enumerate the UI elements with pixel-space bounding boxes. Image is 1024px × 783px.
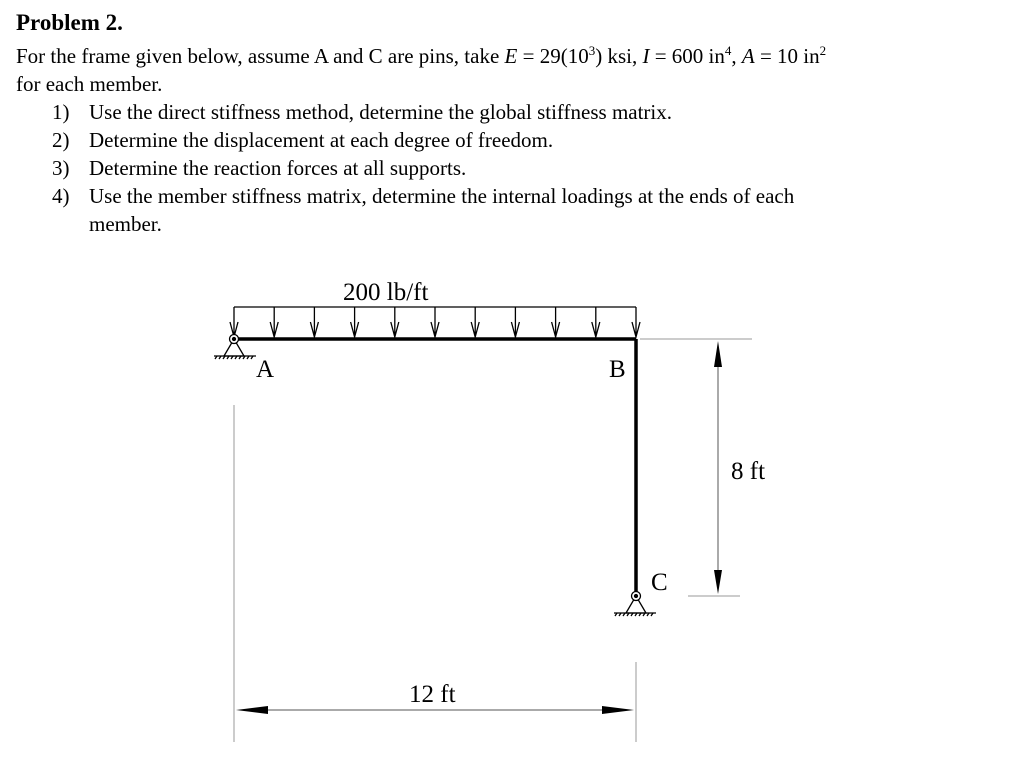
load-arrow (471, 307, 479, 337)
i-value: = 600 in (649, 44, 725, 68)
height-dim-label: 8 ft (731, 458, 766, 485)
sep: , (731, 44, 742, 68)
distributed-load (230, 307, 640, 337)
task-num: 2) (52, 128, 70, 152)
task-text: Use the member stiffness matrix, determine the internal loadings at the ends of each (89, 184, 795, 208)
task-item-continued: member. (89, 212, 162, 236)
task-num: 3) (52, 156, 70, 180)
load-arrow (230, 307, 238, 337)
load-arrow (511, 307, 519, 337)
i-exp: 4 (724, 43, 732, 58)
load-arrow (431, 307, 439, 337)
e-exp: 3 (588, 43, 596, 58)
load-arrow (351, 307, 359, 337)
node-label-b: B (609, 356, 626, 383)
a-symbol: A (741, 44, 755, 68)
load-arrow (632, 307, 640, 337)
load-arrow (391, 307, 399, 337)
e-unit: ) ksi, (595, 44, 643, 68)
pin-support-c (614, 592, 656, 617)
load-arrow (310, 307, 318, 337)
e-value: = 29(10 (517, 44, 589, 68)
problem-title: Problem 2. (16, 10, 123, 35)
node-label-a: A (256, 356, 275, 383)
intro-line2: for each member. (16, 72, 163, 96)
task-num: 1) (52, 100, 70, 124)
a-exp: 2 (819, 43, 827, 58)
load-arrow (552, 307, 560, 337)
task-text: Use the direct stiffness method, determine the global stiffness matrix. (89, 100, 673, 124)
load-arrow (270, 307, 278, 337)
task-text: Determine the displacement at each degree of freedom. (89, 128, 554, 152)
load-label: 200 lb/ft (343, 279, 429, 306)
intro-text: For the frame given below, assume A and C are pins, take (16, 44, 505, 68)
i-symbol: I (642, 44, 650, 68)
task-text: Determine the reaction forces at all supports. (89, 156, 467, 180)
e-symbol: E (504, 44, 518, 68)
node-label-c: C (651, 569, 668, 596)
task-num: 4) (52, 184, 70, 208)
a-value: = 10 in (754, 44, 820, 68)
width-dim-label: 12 ft (409, 681, 456, 708)
load-arrow (592, 307, 600, 337)
